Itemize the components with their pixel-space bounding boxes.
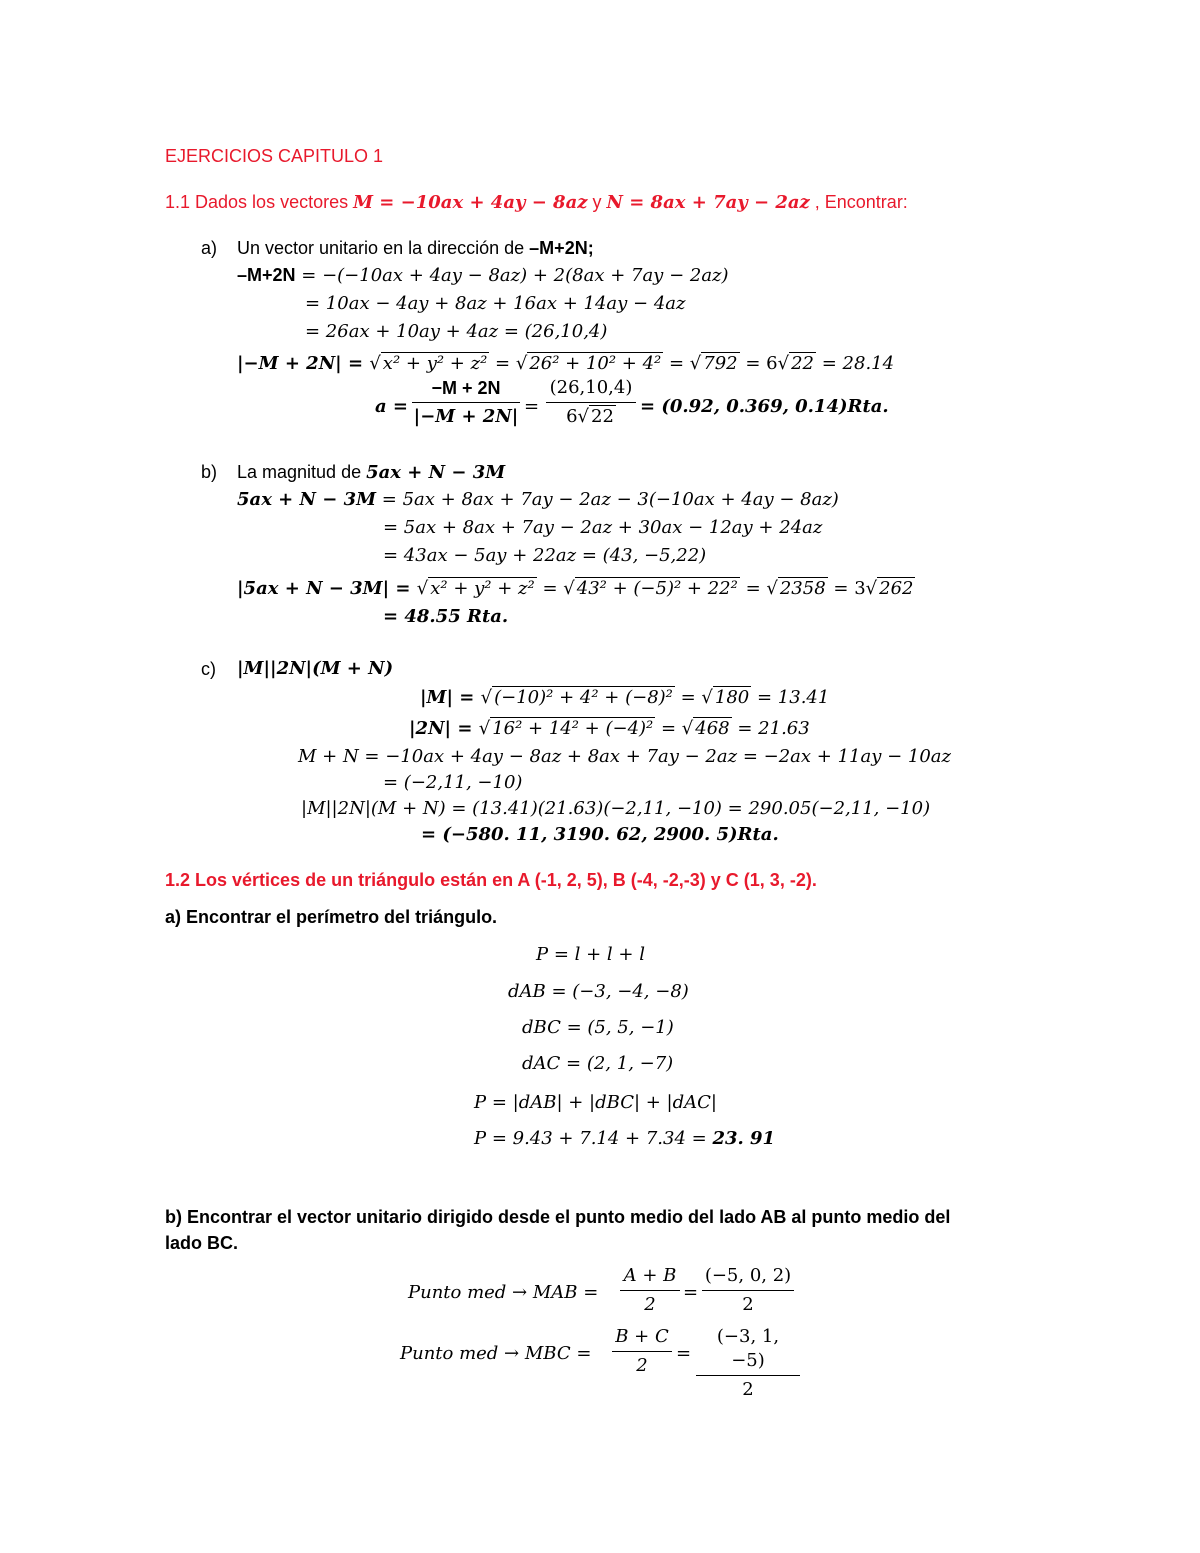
sqrt-content-1: 16² + 14² + (−4)² xyxy=(492,718,654,739)
fraction-denominator: 2 xyxy=(742,1379,754,1400)
part-b-line-1-lhs: 5ax + N − 3M xyxy=(237,489,377,510)
fraction-denominator: 6√ 22 xyxy=(566,406,614,427)
equals-sign: = xyxy=(683,1282,699,1303)
part-a-label: a) xyxy=(201,238,218,258)
magnitude-M-result: = 13.41 xyxy=(756,687,830,708)
part-b-line-4: |5ax + N − 3M| = √ x² + y² + z² = √ 43² + (−5)² + 22² = √ 2358 = 3√ 262 xyxy=(237,578,914,599)
sqrt-symbol: √ xyxy=(369,353,381,374)
sqrt-content-3: 2358 xyxy=(779,578,826,599)
heading-suffix: , Encontrar: xyxy=(809,192,908,212)
part-b-line-2: = 5ax + 8ax + 7ay − 2az + 30ax − 12ay + 24az xyxy=(383,517,823,538)
sqrt-content-4: 22 xyxy=(791,353,814,374)
equals-sign: = xyxy=(676,1343,692,1364)
perimeter-formula: P = l + l + l xyxy=(536,944,645,965)
sqrt-content-1: x² + y² + z² xyxy=(382,353,488,374)
fraction-denominator: 2 xyxy=(742,1294,754,1315)
sqrt-content-2: 26² + 10² + 4² xyxy=(529,353,662,374)
part-a-line-1-rhs: = −(−10ax + 4ay − 8az) + 2(8ax + 7ay − 2az) xyxy=(301,265,729,286)
part-c-result: = (−580. 11, 3190. 62, 2900. 5)Rta. xyxy=(421,824,779,845)
part-a-text xyxy=(237,236,594,260)
part-c-line-4: = (−2,11, −10) xyxy=(383,772,523,793)
part-b-result: = 48.55 Rta. xyxy=(383,606,509,627)
fraction-numerator: (−5, 0, 2) xyxy=(702,1264,794,1291)
heading-mid: y xyxy=(587,192,607,212)
part-b-expression: 5ax + N − 3M xyxy=(366,462,506,483)
part-a-line-1 xyxy=(237,263,729,288)
fraction-denominator: |−M + 2N| xyxy=(413,406,519,427)
part-b-line-1 xyxy=(237,488,839,512)
part-b-line-1-rhs: = 5ax + 8ax + 7ay − 2az − 3(−10ax + 4ay − 8az) xyxy=(381,489,839,510)
exercise-1-2-a-heading: a) Encontrar el perímetro del triángulo. xyxy=(165,907,498,927)
sqrt-content-4: 262 xyxy=(879,578,914,599)
part-a-line-4: |−M + 2N| = √ x² + y² + z² = √ 26² + 10² + 4² = √ 792 = 6√ 22 = 28.14 xyxy=(237,353,895,374)
sqrt-content-2: 43² + (−5)² + 22² xyxy=(576,578,738,599)
midpoint-BC-fraction-1 xyxy=(612,1325,672,1378)
part-a-fraction-1 xyxy=(412,376,520,429)
fraction-numerator: −M + 2N xyxy=(412,376,520,403)
part-c-line-3: M + N = −10ax + 4ay − 8az + 8ax + 7ay − 2az = −2ax + 11ay − 10az xyxy=(298,746,952,767)
part-a-text-prefix: Un vector unitario en la dirección de xyxy=(237,238,530,258)
part-c-label: c) xyxy=(201,659,216,679)
heading-prefix: 1.1 Dados los vectores xyxy=(165,192,354,212)
sqrt-content-2: 468 xyxy=(695,718,730,739)
sqrt-content-1: (−10)² + 4² + (−8)² xyxy=(494,687,673,708)
perimeter-result-prefix: P = 9.43 + 7.14 + 7.34 = xyxy=(474,1128,713,1149)
exercise-1-2-b-heading-line-1: b) Encontrar el vector unitario dirigido desde el punto medio del lado AB al punto medio del xyxy=(165,1207,951,1227)
perimeter-sum: P = |dAB| + |dBC| + |dAC| xyxy=(474,1092,717,1113)
fraction-numerator: (−3, 1, −5) xyxy=(696,1325,800,1376)
fraction-numerator: B + C xyxy=(612,1325,672,1352)
midpoint-BC-lhs: Punto med → MBC = xyxy=(400,1343,592,1364)
part-b-line-3: = 43ax − 5ay + 22az = (43, −5,22) xyxy=(383,545,707,566)
midpoint-BC-fraction-2 xyxy=(696,1325,800,1402)
fraction-denominator: 2 xyxy=(636,1355,648,1376)
sqrt-content-1: x² + y² + z² xyxy=(430,578,535,599)
magnitude-M-lhs: |M| = xyxy=(420,687,481,708)
vector-M: M = −10ax + 4ay − 8az xyxy=(353,192,588,213)
part-c-line-2: |2N| = √ 16² + 14² + (−4)² = √ 468 = 21.63 xyxy=(409,718,810,739)
vector-N: N = 8ax + 7ay − 2az xyxy=(606,192,810,213)
part-a-result: = (0.92, 0.369, 0.14)Rta. xyxy=(640,396,889,417)
part-a-fraction-2 xyxy=(546,376,636,429)
midpoint-AB-lhs: Punto med → MAB = xyxy=(408,1282,599,1303)
fraction-numerator: A + B xyxy=(620,1264,680,1291)
page-title: EJERCICIOS CAPITULO 1 xyxy=(165,146,384,166)
part-a-line-3: = 26ax + 10ay + 4az = (26,10,4) xyxy=(305,321,608,342)
part-b-label: b) xyxy=(201,462,218,482)
distance-AC: dAC = (2, 1, −7) xyxy=(522,1053,674,1074)
exercise-1-2-heading: 1.2 Los vértices de un triángulo están en A (-1, 2, 5), B (-4, -2,-3) y C (1, 3, -2). xyxy=(165,870,817,890)
part-c-line-1: |M| = √ (−10)² + 4² + (−8)² = √ 180 = 13.41 xyxy=(420,687,830,708)
part-c-line-5: |M||2N|(M + N) = (13.41)(21.63)(−2,11, −10) = 290.05(−2,11, −10) xyxy=(301,798,931,819)
exercise-1-1-heading xyxy=(165,190,908,215)
part-b-text-prefix: La magnitud de xyxy=(237,462,367,482)
fraction-denominator: 2 xyxy=(644,1294,656,1315)
part-a-line-2: = 10ax − 4ay + 8az + 16ax + 14ay − 4az xyxy=(305,293,686,314)
part-a-magnitude-lhs: |−M + 2N| = xyxy=(237,353,370,374)
part-b-magnitude-lhs: |5ax + N − 3M| = xyxy=(237,578,417,599)
part-a-unit-lhs: a = xyxy=(375,396,409,417)
exercise-1-2-b-heading-line-2: lado BC. xyxy=(165,1233,239,1253)
part-b-text xyxy=(237,460,505,485)
sqrt-content-2: 180 xyxy=(714,687,750,708)
distance-BC: dBC = (5, 5, −1) xyxy=(522,1017,674,1038)
equals-sign: = xyxy=(524,396,540,417)
perimeter-result xyxy=(474,1127,775,1151)
perimeter-result-value: 23. 91 xyxy=(712,1128,776,1149)
part-a-line-1-lhs: –M+2N xyxy=(237,265,296,285)
magnitude-2N-result: = 21.63 xyxy=(737,718,810,739)
part-a-magnitude-result: = 28.14 xyxy=(821,353,895,374)
part-a-expression: –M+2N; xyxy=(529,238,594,258)
magnitude-2N-lhs: |2N| = xyxy=(409,718,479,739)
distance-AB: dAB = (−3, −4, −8) xyxy=(508,981,689,1002)
fraction-numerator: (26,10,4) xyxy=(546,376,636,403)
midpoint-AB-fraction-1 xyxy=(620,1264,680,1317)
sqrt-content-3: 792 xyxy=(703,353,738,374)
part-c-expression: |M||2N|(M + N) xyxy=(237,658,394,679)
midpoint-AB-fraction-2 xyxy=(702,1264,794,1317)
